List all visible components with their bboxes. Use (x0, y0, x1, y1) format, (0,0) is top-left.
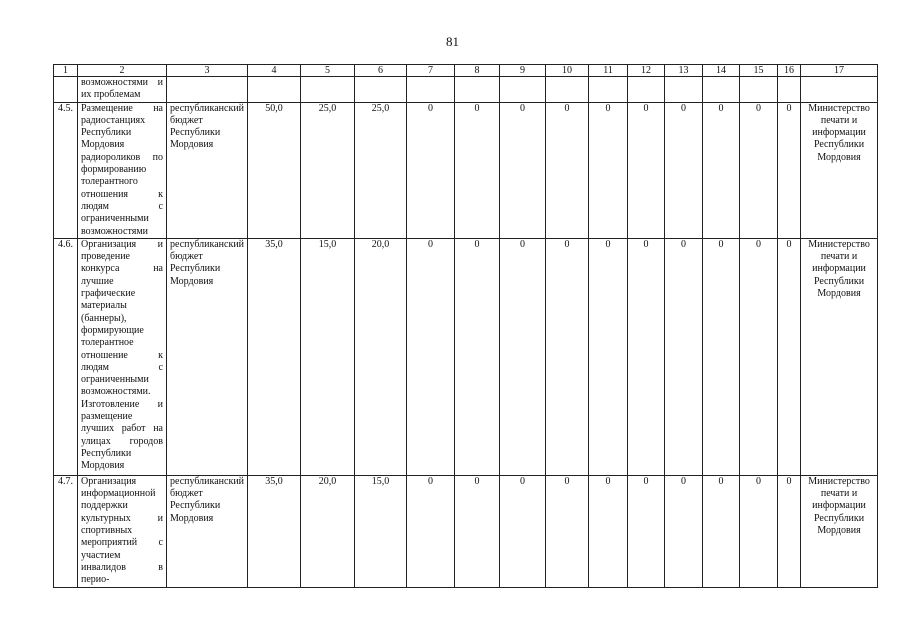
row-value-col16: 0 (778, 475, 801, 587)
row-responsible: Министерство печати и информации Республики Мордовия (801, 102, 878, 238)
row-value-col16: 0 (778, 238, 801, 475)
col-header-14: 14 (703, 65, 740, 77)
continuation-row (54, 77, 878, 103)
col-header-6: 6 (355, 65, 407, 77)
table-row (54, 102, 878, 238)
row-value-col8: 0 (455, 475, 500, 587)
empty-cell (589, 77, 628, 103)
row-value-col4: 35,0 (248, 238, 301, 475)
row-value-col14: 0 (703, 238, 740, 475)
row-value-col5: 25,0 (301, 102, 355, 238)
row-value-col14: 0 (703, 102, 740, 238)
row-description: Организация информационной поддержки культурных и спортивных мероприятий с участием инвалидов в перио- (78, 475, 167, 587)
row-value-col11: 0 (589, 475, 628, 587)
row-value-col12: 0 (628, 238, 665, 475)
row-number: 4.6. (54, 238, 78, 475)
row-value-col13: 0 (665, 102, 703, 238)
row-value-col12: 0 (628, 102, 665, 238)
col-header-15: 15 (740, 65, 778, 77)
row-value-col6: 20,0 (355, 238, 407, 475)
row-responsible: Министерство печати и информации Республики Мордовия (801, 475, 878, 587)
empty-cell (778, 77, 801, 103)
empty-cell (500, 77, 546, 103)
empty-cell (455, 77, 500, 103)
cont-cell-no (54, 77, 78, 103)
col-header-2: 2 (78, 65, 167, 77)
col-header-3: 3 (167, 65, 248, 77)
empty-cell (801, 77, 878, 103)
empty-cell (665, 77, 703, 103)
empty-cell (546, 77, 589, 103)
row-responsible: Министерство печати и информации Республики Мордовия (801, 238, 878, 475)
col-header-17: 17 (801, 65, 878, 77)
col-header-13: 13 (665, 65, 703, 77)
empty-cell (167, 77, 248, 103)
row-value-col6: 15,0 (355, 475, 407, 587)
cont-cell-desc: возможностями и их проблемам (78, 77, 167, 103)
empty-cell (628, 77, 665, 103)
row-value-col10: 0 (546, 475, 589, 587)
row-value-col4: 35,0 (248, 475, 301, 587)
table-row (54, 238, 878, 475)
col-header-8: 8 (455, 65, 500, 77)
row-funding-source: республиканский бюджет Республики Мордовия (167, 238, 248, 475)
row-value-col9: 0 (500, 238, 546, 475)
col-header-5: 5 (301, 65, 355, 77)
empty-cell (740, 77, 778, 103)
row-value-col11: 0 (589, 238, 628, 475)
row-value-col5: 15,0 (301, 238, 355, 475)
col-header-12: 12 (628, 65, 665, 77)
row-value-col8: 0 (455, 102, 500, 238)
table-row (54, 475, 878, 587)
col-header-11: 11 (589, 65, 628, 77)
row-number: 4.7. (54, 475, 78, 587)
row-description: Размещение на радиостанциях Республики Мордовия радиороликов по формированию толерантного отношения к людям с ограниченными возможностями (78, 102, 167, 238)
row-value-col12: 0 (628, 475, 665, 587)
column-number-row (54, 65, 878, 77)
row-value-col14: 0 (703, 475, 740, 587)
row-value-col5: 20,0 (301, 475, 355, 587)
empty-cell (355, 77, 407, 103)
col-header-4: 4 (248, 65, 301, 77)
empty-cell (407, 77, 455, 103)
row-value-col7: 0 (407, 238, 455, 475)
row-value-col4: 50,0 (248, 102, 301, 238)
row-value-col8: 0 (455, 238, 500, 475)
row-value-col13: 0 (665, 475, 703, 587)
row-value-col6: 25,0 (355, 102, 407, 238)
row-value-col10: 0 (546, 238, 589, 475)
row-description: Организация и проведение конкурса на лучшие графические материалы (баннеры), формирующие толерантное отношение к людям с ограниченными возможностями. Изготовление и размещение лучших работ на улицах городов Республики Мордовия (78, 238, 167, 475)
empty-cell (703, 77, 740, 103)
col-header-1: 1 (54, 65, 78, 77)
row-value-col10: 0 (546, 102, 589, 238)
row-value-col13: 0 (665, 238, 703, 475)
row-value-col15: 0 (740, 475, 778, 587)
row-value-col16: 0 (778, 102, 801, 238)
empty-cell (248, 77, 301, 103)
row-value-col15: 0 (740, 238, 778, 475)
col-header-9: 9 (500, 65, 546, 77)
row-value-col9: 0 (500, 102, 546, 238)
col-header-7: 7 (407, 65, 455, 77)
row-value-col11: 0 (589, 102, 628, 238)
row-value-col9: 0 (500, 475, 546, 587)
page-number: 81 (446, 34, 459, 49)
empty-cell (301, 77, 355, 103)
col-header-16: 16 (778, 65, 801, 77)
row-number: 4.5. (54, 102, 78, 238)
row-value-col7: 0 (407, 102, 455, 238)
row-value-col15: 0 (740, 102, 778, 238)
col-header-10: 10 (546, 65, 589, 77)
row-funding-source: республиканский бюджет Республики Мордовия (167, 102, 248, 238)
row-value-col7: 0 (407, 475, 455, 587)
program-table (53, 64, 878, 588)
row-funding-source: республиканский бюджет Республики Мордовия (167, 475, 248, 587)
